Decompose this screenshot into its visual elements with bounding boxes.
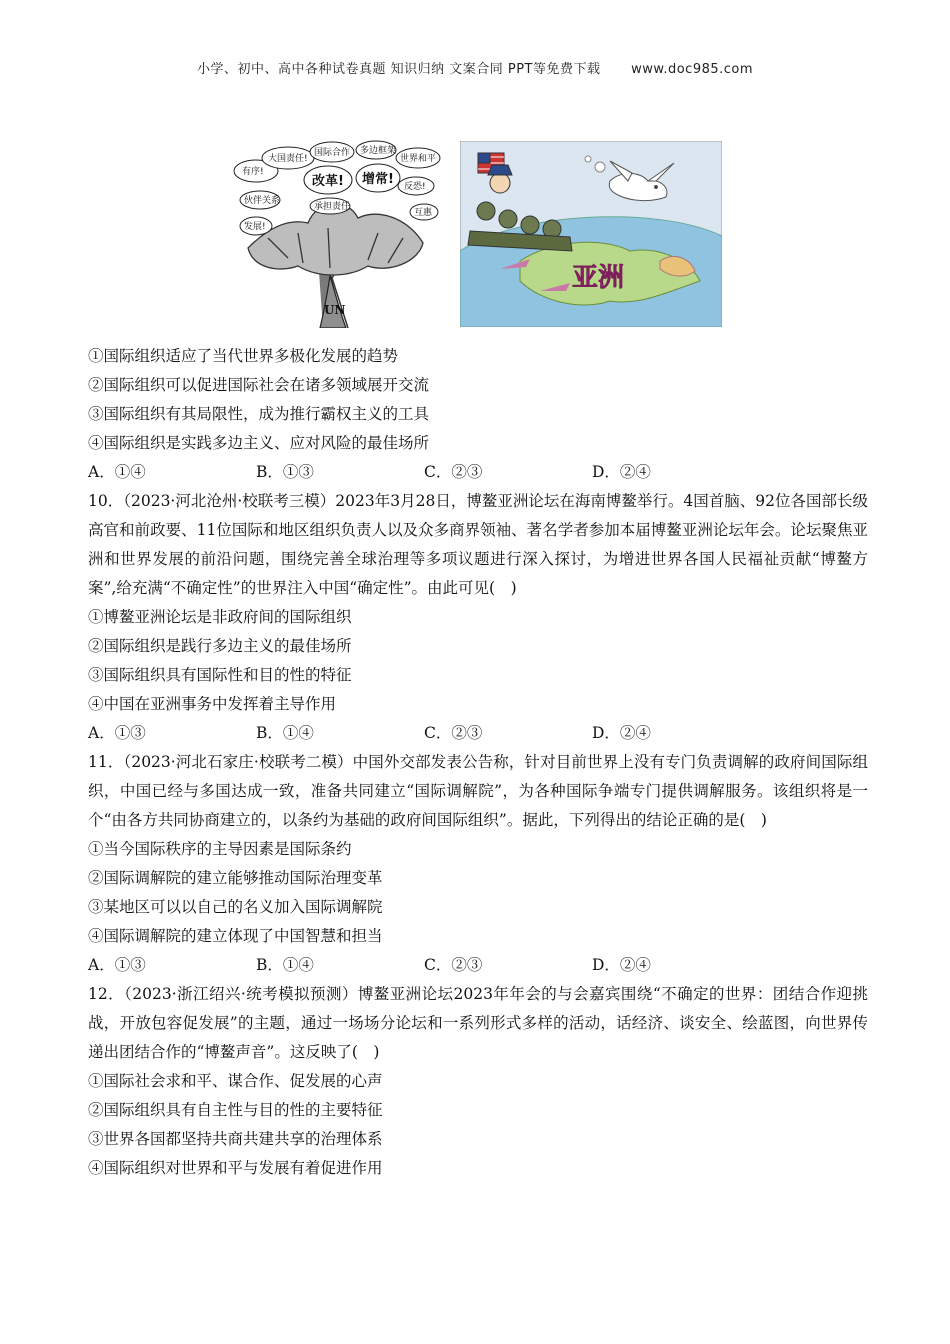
tree-label: 国际合作 — [314, 148, 351, 158]
tree-label: 反恐! — [404, 182, 426, 192]
q9-option-d[interactable]: D．②④ — [592, 463, 651, 481]
question-content — [88, 342, 868, 1183]
q10-item: ③国际组织具有国际性和目的性的特征 — [88, 666, 352, 684]
q11-item: ④国际调解院的建立体现了中国智慧和担当 — [88, 927, 383, 945]
tree-label: 有序! — [242, 167, 264, 177]
q12-stem: 12．（2023·浙江绍兴·统考模拟预测）博鳌亚洲论坛2023年年会的与会嘉宾围绕“不确定的世界：团结合作迎挑战，开放包容促发展”的主题，通过一场场分论坛和一系列形式多样的活动，话经济、谈安全、绘蓝图，向世界传递出团结合作的“博鳌声音”。这反映了( ) — [88, 985, 868, 1061]
q10-options — [88, 719, 868, 748]
q12-item: ①国际社会求和平、谋合作、促发展的心声 — [88, 1072, 383, 1090]
q10-item: ④中国在亚洲事务中发挥着主导作用 — [88, 695, 337, 713]
q10-option-d[interactable]: D．②④ — [592, 724, 651, 742]
q10-item: ①博鳌亚洲论坛是非政府间的国际组织 — [88, 608, 352, 626]
un-tree-cartoon — [228, 138, 443, 328]
q12-item: ④国际组织对世界和平与发展有着促进作用 — [88, 1159, 383, 1177]
tree-label: 承担责任 — [314, 202, 351, 212]
q11-item: ①当今国际秩序的主导因素是国际条约 — [88, 840, 352, 858]
q9-options — [88, 458, 868, 487]
tree-label: 发展! — [244, 222, 266, 232]
q9-option-b[interactable]: B．①③ — [256, 463, 314, 481]
q10-option-b[interactable]: B．①④ — [256, 724, 314, 742]
q11-option-c[interactable]: C．②③ — [424, 956, 483, 974]
q9-item: ②国际组织可以促进国际社会在诸多领域展开交流 — [88, 376, 430, 394]
cartoon-figures — [228, 138, 728, 328]
q9-option-a[interactable]: A．①④ — [88, 463, 146, 481]
tree-label: 多边框架 — [360, 146, 397, 156]
header-text: 小学、初中、高中各种试卷真题 知识归纳 文案合同 PPT等免费下载 — [196, 62, 601, 77]
q10-option-a[interactable]: A．①③ — [88, 724, 146, 742]
q11-stem: 11．（2023·河北石家庄·校联考二模）中国外交部发表公告称，针对目前世界上没有专门负责调解的政府间国际组织，中国已经与多国达成一致，准备共同建立“国际调解院”，为各种国际争端专门提供调解服务。该组织将是一个“由各方共同协商建立的，以条约为基础的政府间国际组织”。据此，下列得出的结论正确的是( ) — [88, 753, 868, 829]
q11-option-d[interactable]: D．②④ — [592, 956, 651, 974]
tree-label: 改革! — [312, 174, 344, 189]
q12-item: ③世界各国都坚持共商共建共享的治理体系 — [88, 1130, 383, 1148]
q9-item: ①国际组织适应了当代世界多极化发展的趋势 — [88, 347, 399, 365]
tree-trunk-label: UN — [324, 303, 346, 317]
q11-item: ②国际调解院的建立能够推动国际治理变革 — [88, 869, 383, 887]
q9-item: ③国际组织有其局限性，成为推行霸权主义的工具 — [88, 405, 430, 423]
q10-option-c[interactable]: C．②③ — [424, 724, 483, 742]
q11-item: ③某地区可以以自己的名义加入国际调解院 — [88, 898, 383, 916]
tree-label: 增常! — [362, 172, 394, 187]
header-url[interactable]: www.doc985.com — [631, 62, 754, 77]
tree-label: 互惠 — [414, 208, 433, 218]
asia-globe-cartoon — [460, 141, 722, 327]
page-header — [0, 58, 950, 77]
tree-label: 伙伴关系 — [244, 196, 281, 206]
map-label-asia: 亚洲 — [572, 263, 625, 293]
q9-item: ④国际组织是实践多边主义、应对风险的最佳场所 — [88, 434, 430, 452]
q11-option-a[interactable]: A．①③ — [88, 956, 146, 974]
q9-option-c[interactable]: C．②③ — [424, 463, 483, 481]
q12-item: ②国际组织具有自主性与目的性的主要特征 — [88, 1101, 383, 1119]
q11-options — [88, 951, 868, 980]
q10-item: ②国际组织是践行多边主义的最佳场所 — [88, 637, 352, 655]
q10-stem: 10．（2023·河北沧州·校联考三模）2023年3月28日，博鳌亚洲论坛在海南博鳌举行。4国首脑、92位各国部长级高官和前政要、11位国际和地区组织负责人以及众多商界领袖、著名学者参加本届博鳌亚洲论坛年会。论坛聚焦亚洲和世界发展的前沿问题，围绕完善全球治理等多项议题进行深入探讨，为增进世界各国人民福祉贡献“博鳌方案”,给充满“不确定性”的世界注入中国“确定性”。由此可见( ) — [88, 492, 868, 597]
tree-label: 世界和平 — [400, 154, 437, 164]
tree-label: 大国责任! — [268, 154, 308, 164]
q11-option-b[interactable]: B．①④ — [256, 956, 314, 974]
